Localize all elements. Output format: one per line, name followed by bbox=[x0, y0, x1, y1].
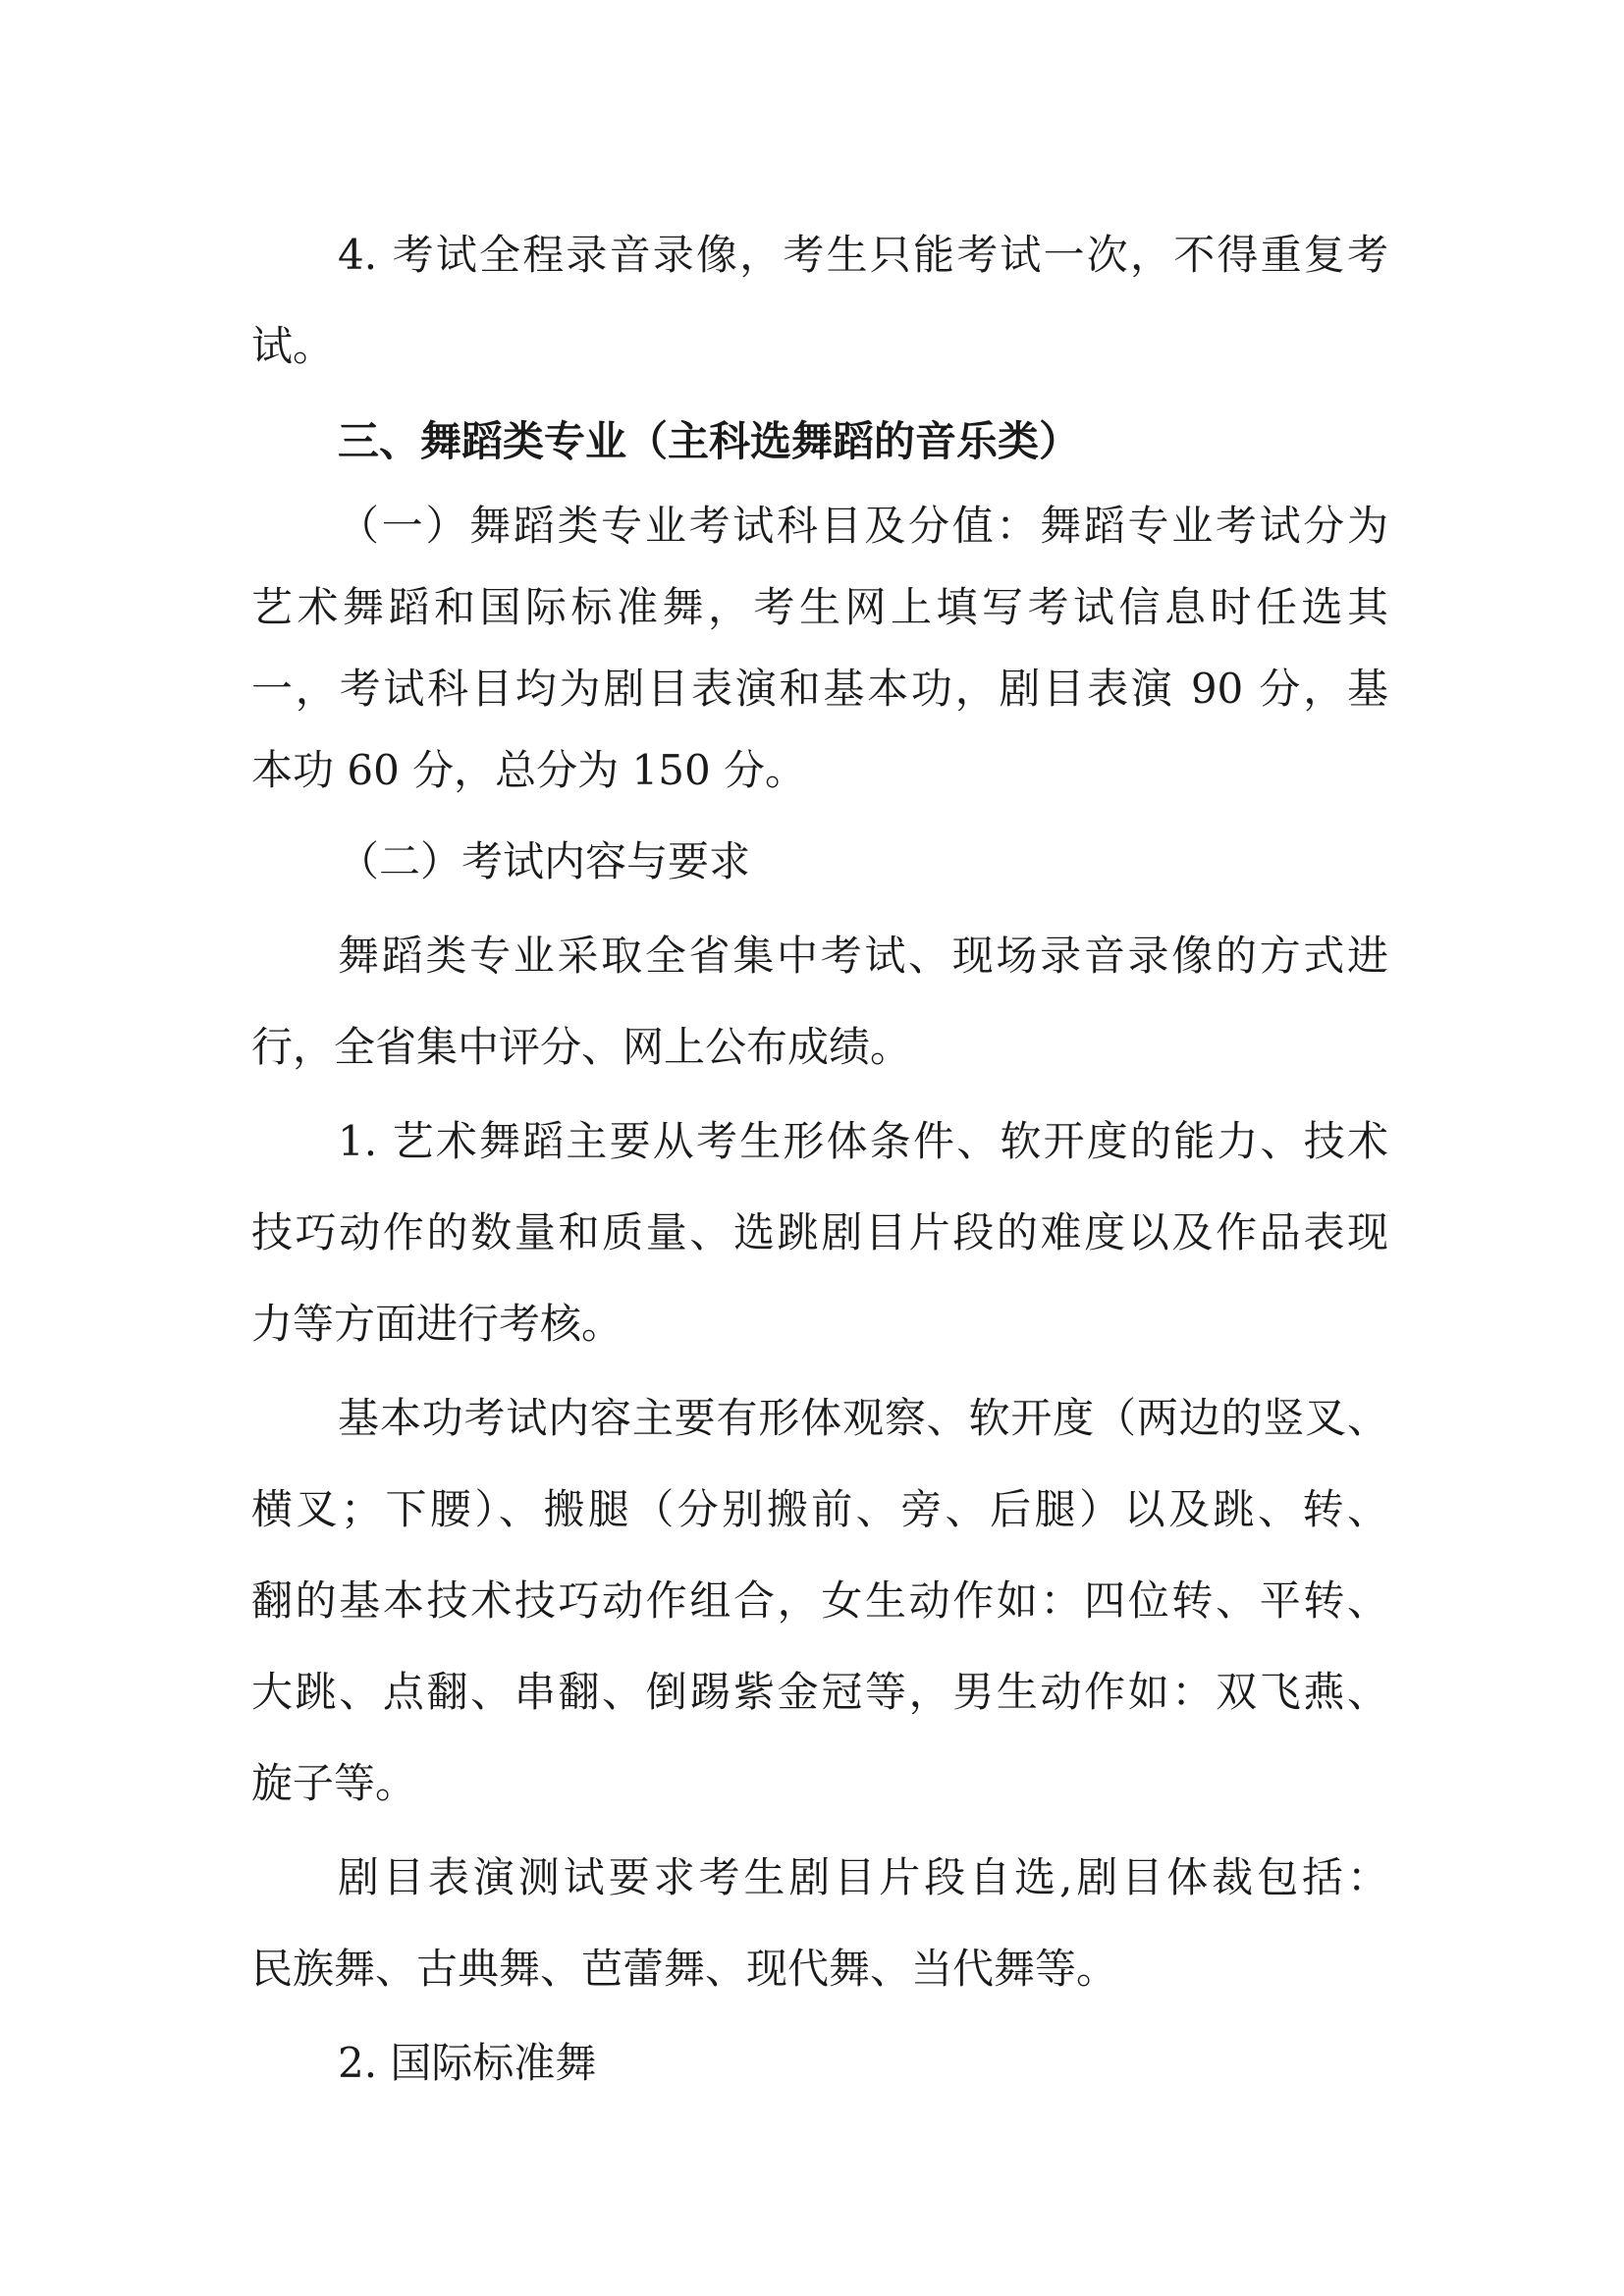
paragraph-line: 4. 考试全程录音录像，考生只能考试一次，不得重复考 bbox=[338, 231, 1388, 279]
paragraph-line: 翻的基本技术技巧动作组合，女生动作如：四位转、平转、 bbox=[251, 1576, 1388, 1625]
paragraph-line: 舞蹈类专业采取全省集中考试、现场录音录像的方式进 bbox=[338, 932, 1388, 980]
paragraph-line: 旋子等。 bbox=[251, 1759, 417, 1807]
paragraph-line: 本功 60 分，总分为 150 分。 bbox=[251, 746, 807, 794]
paragraph-line: 一，考试科目均为剧目表演和基本功，剧目表演 90 分，基 bbox=[251, 665, 1388, 713]
subsection-heading: （二）考试内容与要求 bbox=[338, 837, 751, 885]
paragraph-line: （一）舞蹈类专业考试科目及分值：舞蹈专业考试分为 bbox=[338, 502, 1388, 550]
paragraph-line: 技巧动作的数量和质量、选跳剧目片段的难度以及作品表现 bbox=[251, 1208, 1388, 1256]
paragraph-line: 2. 国际标准舞 bbox=[338, 2039, 597, 2087]
paragraph-line: 剧目表演测试要求考生剧目片段自选,剧目体裁包括： bbox=[338, 1853, 1388, 1901]
paragraph-line: 大跳、点翻、串翻、倒踢紫金冠等，男生动作如：双飞燕、 bbox=[251, 1668, 1388, 1716]
paragraph-line: 基本功考试内容主要有形体观察、软开度（两边的竖叉、 bbox=[338, 1394, 1388, 1442]
paragraph-line: 1. 艺术舞蹈主要从考生形体条件、软开度的能力、技术 bbox=[338, 1117, 1388, 1165]
paragraph-line: 行，全省集中评分、网上公布成绩。 bbox=[251, 1023, 912, 1071]
paragraph-line: 艺术舞蹈和国际标准舞，考生网上填写考试信息时任选其 bbox=[251, 583, 1388, 631]
paragraph-line: 横叉；下腰）、搬腿（分别搬前、旁、后腿）以及跳、转、 bbox=[251, 1485, 1388, 1533]
paragraph-line: 力等方面进行考核。 bbox=[251, 1300, 623, 1348]
section-heading: 三、舞蹈类专业（主科选舞蹈的音乐类） bbox=[338, 417, 1081, 465]
paragraph-line: 民族舞、古典舞、芭蕾舞、现代舞、当代舞等。 bbox=[251, 1945, 1118, 1993]
paragraph-line: 试。 bbox=[251, 322, 335, 370]
